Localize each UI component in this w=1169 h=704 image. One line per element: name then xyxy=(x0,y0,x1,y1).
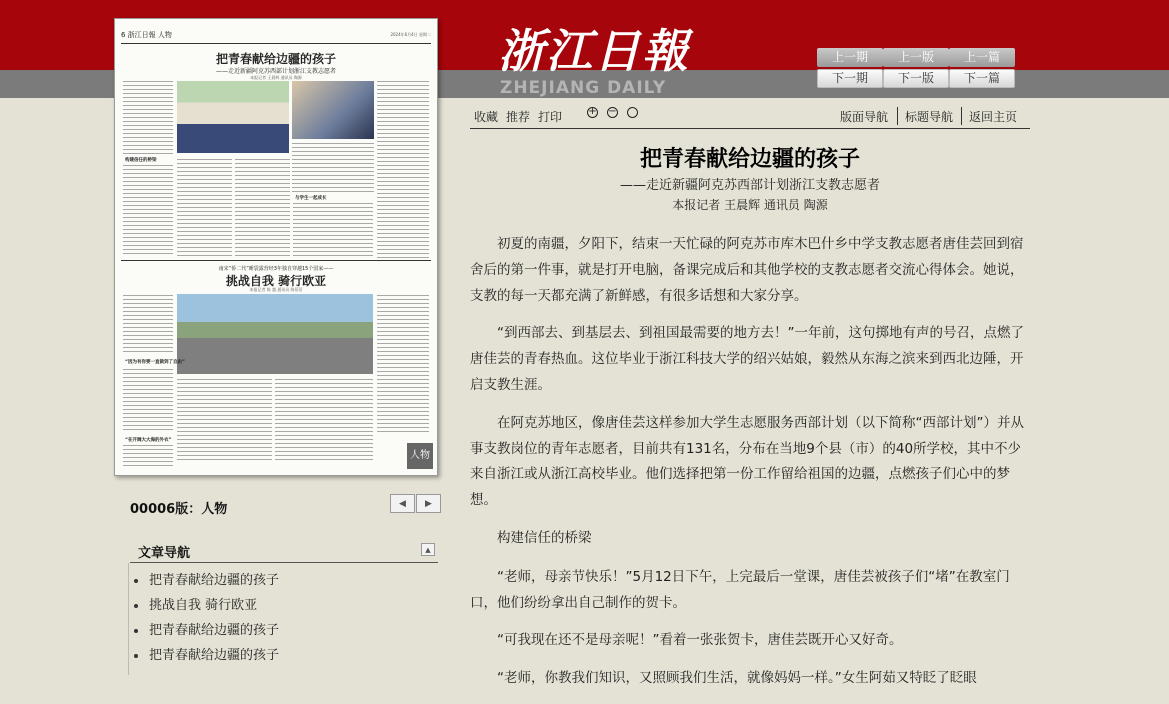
thumbnail-second-subtitle: 南宋“侨二代”睡袋露营经3年独自穿越15个国家—— xyxy=(218,266,334,272)
article-nav-item[interactable]: 把青春献给边疆的孩子 xyxy=(130,643,279,668)
thumbnail-main-title: 把青春献给边疆的孩子 xyxy=(215,52,336,66)
thumbnail-text-block xyxy=(292,143,374,193)
toolbar-separator xyxy=(897,107,898,125)
thumbnail-divider xyxy=(121,260,431,261)
title-nav-link[interactable]: 标题导航 xyxy=(905,110,954,124)
thumbnail-header-right: 2024年6月4日 星期二 xyxy=(390,32,431,37)
next-page-button[interactable] xyxy=(416,494,441,513)
thumbnail-photo-cyclist xyxy=(177,294,373,374)
prev-page-link[interactable]: 上一版 xyxy=(883,48,949,67)
thumbnail-main-subtitle: ——走近新疆阿克苏西部计划浙江支教志愿者 xyxy=(215,68,336,75)
thumbnail-text-block xyxy=(123,295,173,355)
article-paragraph: “老师，母亲节快乐！”5月12日下午，上完最后一堂课，唐佳芸被孩子们“堵”在教室门口，他们纷纷拿出自己制作的贺卡。 xyxy=(470,568,1010,611)
thumbnail-header-left: 6 浙江日報 人物 xyxy=(121,31,172,39)
thumbnail-text-block xyxy=(377,81,429,261)
thumbnail-header xyxy=(121,29,431,44)
thumbnail-text-block xyxy=(235,159,290,257)
article-nav-divider xyxy=(130,562,438,563)
thumbnail-text-block xyxy=(293,203,373,257)
toolbar-divider xyxy=(470,128,1030,129)
article-nav-border xyxy=(128,563,129,675)
favorite-link[interactable]: 收藏 xyxy=(474,110,499,124)
prev-issue-button[interactable]: 上一期 xyxy=(817,48,883,67)
article-byline: 本报记者 王晨辉 通讯员 陶源 xyxy=(672,198,828,212)
thumbnail-text-block xyxy=(123,369,173,433)
thumbnail-section-badge: 人物 xyxy=(407,443,433,469)
article-nav-item[interactable]: 把青春献给边疆的孩子 xyxy=(130,618,279,643)
thumbnail-text-block xyxy=(177,379,272,463)
thumbnail-photo-classroom xyxy=(177,81,289,153)
chevron-left-icon: ◀ xyxy=(399,499,406,509)
thumbnail-text-block xyxy=(177,159,232,257)
site-logo[interactable]: 浙江日報 xyxy=(498,24,690,78)
thumbnail-main-credit: 本报记者 王晨辉 通讯员 陶源 xyxy=(250,75,302,80)
page-thumbnail[interactable] xyxy=(114,18,438,476)
article-paragraph: “到西部去、到基层去、到祖国最需要的地方去！”一年前，这句掷地有声的号召，点燃了唐佳芸的青春热血。这位毕业于浙江科技大学的绍兴姑娘，毅然从东海之滨来到西北边陲，开启支教生涯。 xyxy=(470,325,1024,393)
site-logo-english: ZHEJIANG DAILY xyxy=(500,78,667,98)
article-nav-item[interactable]: 挑战自我 骑行欧亚 xyxy=(130,593,279,618)
thumbnail-section-heading: “在开阔大大海的外衣” xyxy=(125,438,172,443)
thumbnail-text-block xyxy=(123,81,173,155)
zoom-in-icon[interactable]: + xyxy=(588,106,597,117)
article-paragraph: “可我现在还不是母亲呢！”看着一张张贺卡，唐佳芸既开心又好奇。 xyxy=(497,632,903,649)
chevron-up-icon: ▲ xyxy=(425,546,431,554)
thumbnail-photo-teacher xyxy=(292,81,374,139)
home-link[interactable]: 返回主页 xyxy=(969,110,1018,124)
thumbnail-text-block xyxy=(377,295,429,435)
next-article-button[interactable]: 下一篇 xyxy=(949,69,1015,88)
article-nav-item[interactable]: 把青春献给边疆的孩子 xyxy=(130,568,279,593)
thumbnail-section-heading: “因为有你要一直做到了自由” xyxy=(125,360,185,365)
article-nav-title: 文章导航 xyxy=(138,546,191,561)
thumbnail-text-block xyxy=(123,445,173,467)
article-paragraph: “老师，你教我们知识，又照顾我们生活，就像妈妈一样。”女生阿茹又特眨了眨眼 xyxy=(497,670,977,687)
next-issue-button[interactable]: 下一期 xyxy=(817,69,883,88)
article-title: 把青春献给边疆的孩子 xyxy=(639,147,860,172)
article-body xyxy=(470,232,1030,704)
thumbnail-section-heading: 与学生一起成长 xyxy=(295,196,327,201)
thumbnail-second-credit: 本报记者 陈 越 通讯员 陈蓓蓓 xyxy=(249,287,303,292)
next-page-link[interactable]: 下一版 xyxy=(883,69,949,88)
page-label: 00006版：人物 xyxy=(130,502,228,517)
layout-nav-link[interactable]: 版面导航 xyxy=(840,110,889,124)
print-link[interactable]: 打印 xyxy=(538,110,563,124)
article-nav-list xyxy=(130,568,279,668)
chevron-right-icon: ▶ xyxy=(425,499,432,509)
article-nav-collapse-button[interactable] xyxy=(421,543,435,556)
recommend-link[interactable]: 推荐 xyxy=(506,110,531,124)
toolbar-separator xyxy=(961,107,962,125)
thumbnail-section-heading: 构建信任的桥梁 xyxy=(125,158,157,163)
thumbnail-text-block xyxy=(275,379,373,463)
zoom-reset-icon[interactable] xyxy=(627,107,638,118)
article-paragraph: 初夏的南疆，夕阳下，结束一天忙碌的阿克苏市库木巴什乡中学支教志愿者唐佳芸回到宿舍后的第一件事，就是打开电脑，备课完成后和其他学校的支教志愿者交流心得体会。她说，支教的每一天都充满了新鲜感，有很多话想和大家分享。 xyxy=(470,236,1024,304)
article-paragraph: 在阿克苏地区，像唐佳芸这样参加大学生志愿服务西部计划（以下简称“西部计划”）并从事支教岗位的青年志愿者，目前共有131名，分布在当地9个县（市）的40所学校，其中不少来自浙江或从浙江高校毕业。他们选择把第一份工作留给祖国的边疆，点燃孩子们心中的梦想。 xyxy=(470,414,1024,509)
article-section-heading: 构建信任的桥梁 xyxy=(497,529,592,546)
article-subtitle: ——走近新疆阿克苏西部计划浙江支教志愿者 xyxy=(619,178,880,193)
thumbnail-text-block xyxy=(123,165,173,257)
prev-page-button[interactable] xyxy=(390,494,415,513)
zoom-out-icon[interactable]: − xyxy=(608,106,617,117)
prev-article-button[interactable]: 上一篇 xyxy=(949,48,1015,67)
thumbnail-second-title: 挑战自我 骑行欧亚 xyxy=(225,274,327,288)
